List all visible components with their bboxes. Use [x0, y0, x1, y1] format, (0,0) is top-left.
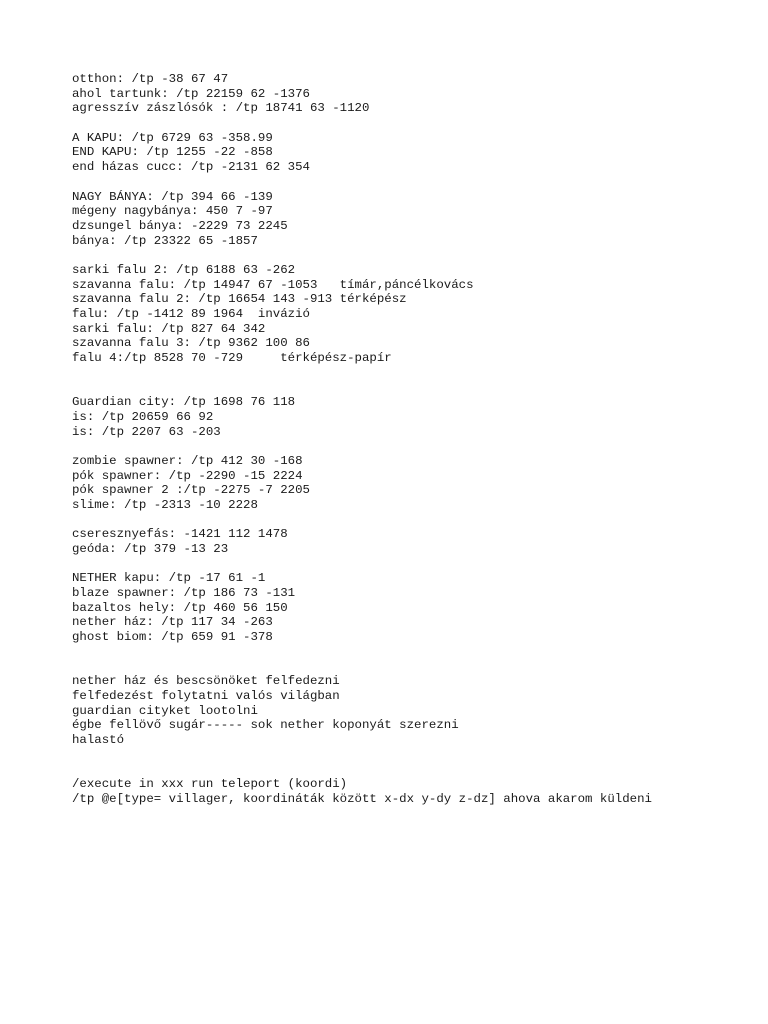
text-line: szavanna falu 2: /tp 16654 143 -913 térképész	[72, 292, 407, 307]
text-line: sarki falu: /tp 827 64 342	[72, 321, 266, 336]
text-line: pók spawner: /tp -2290 -15 2224	[72, 468, 303, 483]
text-line: bánya: /tp 23322 65 -1857	[72, 233, 258, 248]
text-line: is: /tp 20659 66 92	[72, 409, 214, 424]
spacer	[72, 513, 752, 528]
spacer	[72, 116, 752, 131]
text-line: Guardian city: /tp 1698 76 118	[72, 395, 296, 410]
text-line: bazaltos hely: /tp 460 56 150	[72, 600, 288, 615]
text-line: NAGY BÁNYA: /tp 394 66 -139	[72, 189, 273, 204]
block-home-coordinates	[72, 72, 752, 116]
spacer	[72, 439, 752, 454]
text-line: /tp @e[type= villager, koordináták között x-dx y-dy z-dz] ahova akarom küldeni	[72, 791, 652, 806]
text-line: felfedezést folytatni valós világban	[72, 688, 340, 703]
text-line: falu: /tp -1412 89 1964 invázió	[72, 307, 310, 321]
spacer	[72, 366, 752, 395]
text-line: guardian cityket lootolni	[72, 703, 258, 718]
text-line: ghost biom: /tp 659 91 -378	[72, 630, 273, 645]
text-line: nether ház: /tp 117 34 -263	[72, 615, 273, 630]
text-line: /execute in xxx run teleport (koordi)	[72, 777, 348, 792]
document-body	[72, 72, 752, 806]
block-todo	[72, 674, 752, 747]
text-line: is: /tp 2207 63 -203	[72, 424, 221, 439]
block-biomes	[72, 527, 752, 556]
text-line: agresszív zászlósók : /tp 18741 63 -1120	[72, 101, 370, 116]
block-commands	[72, 777, 752, 806]
block-portals	[72, 131, 752, 175]
text-line: sarki falu 2: /tp 6188 63 -262	[72, 262, 296, 277]
block-nether	[72, 571, 752, 644]
text-line: falu 4:/tp 8528 70 -729 térképész-papír	[72, 351, 392, 366]
spacer	[72, 557, 752, 572]
text-line: END KAPU: /tp 1255 -22 -858	[72, 145, 273, 160]
text-line: NETHER kapu: /tp -17 61 -1	[72, 571, 266, 586]
text-line: cseresznyefás: -1421 112 1478	[72, 527, 288, 542]
spacer	[72, 645, 752, 674]
block-guardian-ice	[72, 395, 752, 439]
text-line: pók spawner 2 :/tp -2275 -7 2205	[72, 483, 310, 498]
text-line: mégeny nagybánya: 450 7 -97	[72, 204, 273, 219]
spacer	[72, 248, 752, 263]
text-line: égbe fellövő sugár----- sok nether koponyát szerezni	[72, 718, 459, 733]
text-line: halastó	[72, 732, 125, 747]
spacer	[72, 175, 752, 190]
text-line: otthon: /tp -38 67 47	[72, 72, 229, 86]
text-line: nether ház és bescsönöket felfedezni	[72, 674, 340, 689]
text-line: dzsungel bánya: -2229 73 2245	[72, 218, 288, 233]
text-line: ahol tartunk: /tp 22159 62 -1376	[72, 86, 310, 101]
text-line: szavanna falu 3: /tp 9362 100 86	[72, 336, 310, 351]
text-line: A KAPU: /tp 6729 63 -358.99	[72, 130, 273, 145]
text-line: blaze spawner: /tp 186 73 -131	[72, 586, 296, 601]
block-spawners	[72, 454, 752, 513]
text-line: geóda: /tp 379 -13 23	[72, 542, 229, 557]
spacer	[72, 748, 752, 777]
text-line: zombie spawner: /tp 412 30 -168	[72, 453, 303, 468]
text-line: slime: /tp -2313 -10 2228	[72, 497, 258, 512]
block-mines	[72, 190, 752, 249]
text-line: end házas cucc: /tp -2131 62 354	[72, 160, 310, 175]
block-villages	[72, 263, 752, 366]
text-line: szavanna falu: /tp 14947 67 -1053 tímár,páncélkovács	[72, 277, 474, 292]
